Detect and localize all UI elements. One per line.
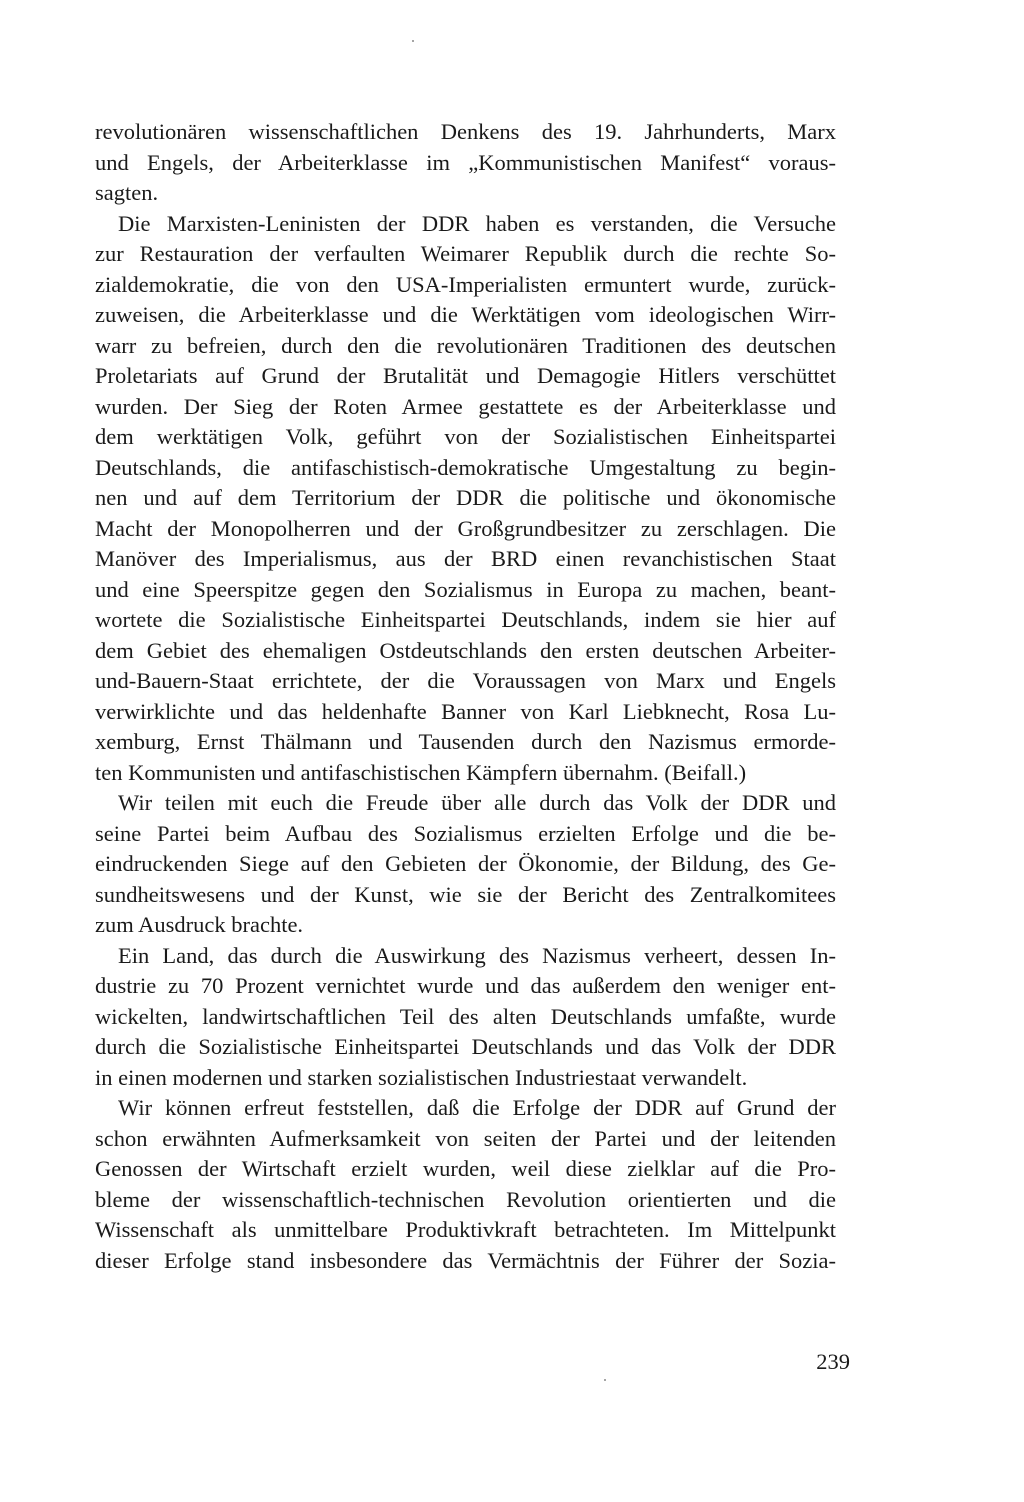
body-text — [95, 117, 836, 1276]
text-line: in einen modernen und starken sozialistischen Industriestaat verwandelt. — [95, 1064, 748, 1090]
text-line: warr zu befreien, durch den die revolutionären Traditionen des deutschen — [95, 332, 836, 358]
paragraph-first-line: Wir teilen mit euch die Freude über alle durch das Volk der DDR und — [118, 790, 836, 815]
text-line: sagten. — [95, 180, 159, 205]
text-line: sundheitswesens und der Kunst, wie sie der Bericht des Zentralkomitees — [95, 881, 836, 907]
text-line: eindruckenden Siege auf den Gebieten der Ökonomie, der Bildung, des Ge- — [95, 851, 836, 876]
paragraph-first-line: Ein Land, das durch die Auswirkung des Nazismus verheert, dessen In- — [118, 942, 836, 968]
text-line: dustrie zu 70 Prozent vernichtet wurde und das außerdem den weniger ent- — [95, 973, 836, 998]
text-line: und eine Speerspitze gegen den Sozialismus in Europa zu machen, beant- — [95, 576, 836, 602]
text-line: Deutschlands, die antifaschistisch-demokratische Umgestaltung zu begin- — [95, 454, 836, 480]
text-line: nen und auf dem Territorium der DDR die politische und ökonomische — [95, 485, 836, 510]
paragraph-first-line: Wir können erfreut feststellen, daß die Erfolge der DDR auf Grund der — [118, 1095, 836, 1120]
page-number: 239 — [816, 1349, 850, 1374]
text-line: Manöver des Imperialismus, aus der BRD einen revanchistischen Staat — [95, 546, 836, 571]
text-line: zialdemokratie, die von den USA-Imperialisten ermuntert wurde, zurück- — [95, 271, 836, 297]
text-line: Proletariats auf Grund der Brutalität und Demagogie Hitlers verschüttet — [95, 363, 836, 388]
text-line: Macht der Monopolherren und der Großgrundbesitzer zu zerschlagen. Die — [95, 515, 836, 541]
text-line: dem Gebiet des ehemaligen Ostdeutschlands den ersten deutschen Arbeiter- — [95, 637, 836, 663]
text-line: und Engels, der Arbeiterklasse im „Kommunistischen Manifest“ voraus- — [95, 149, 836, 175]
text-line: wickelten, landwirtschaftlichen Teil des alten Deutschlands umfaßte, wurde — [95, 1003, 836, 1029]
paragraph-first-line: Die Marxisten-Leninisten der DDR haben es verstanden, die Versuche — [118, 210, 836, 236]
text-line: dem werktätigen Volk, geführt von der Sozialistischen Einheitspartei — [95, 424, 836, 449]
text-line: wortete die Sozialistische Einheitspartei Deutschlands, indem sie hier auf — [95, 607, 836, 632]
paper-speck — [604, 1379, 606, 1381]
paper-speck — [412, 40, 414, 42]
text-line: ten Kommunisten und antifaschistischen Kämpfern übernahm. (Beifall.) — [95, 759, 747, 785]
text-line: wurden. Der Sieg der Roten Armee gestattete es der Arbeiterklasse und — [95, 393, 836, 419]
text-line: Wissenschaft als unmittelbare Produktivkraft betrachteten. Im Mittelpunkt — [95, 1217, 836, 1242]
text-line: seine Partei beim Aufbau des Sozialismus erzielten Erfolge und die be- — [95, 820, 836, 846]
text-line: bleme der wissenschaftlich-technischen Revolution orientierten und die — [95, 1186, 836, 1212]
text-line: zum Ausdruck brachte. — [95, 912, 304, 937]
text-line: Genossen der Wirtschaft erzielt wurden, weil diese zielklar auf die Pro- — [95, 1156, 836, 1181]
text-line: dieser Erfolge stand insbesondere das Vermächtnis der Führer der Sozia- — [95, 1247, 836, 1273]
text-line: revolutionären wissenschaftlichen Denkens des 19. Jahrhunderts, Marx — [95, 119, 836, 144]
text-line: schon erwähnten Aufmerksamkeit von seiten der Partei und der leitenden — [95, 1125, 836, 1151]
text-line: und-Bauern-Staat errichtete, der die Voraussagen von Marx und Engels — [95, 668, 836, 693]
text-line: xemburg, Ernst Thälmann und Tausenden durch den Nazismus ermorde- — [95, 729, 836, 754]
text-line: durch die Sozialistische Einheitspartei Deutschlands und das Volk der DDR — [95, 1034, 836, 1059]
text-line: verwirklichte und das heldenhafte Banner von Karl Liebknecht, Rosa Lu- — [95, 698, 836, 724]
text-line: zuweisen, die Arbeiterklasse und die Werktätigen vom ideologischen Wirr- — [95, 302, 836, 327]
text-line: zur Restauration der verfaulten Weimarer Republik durch die rechte So- — [95, 241, 836, 266]
